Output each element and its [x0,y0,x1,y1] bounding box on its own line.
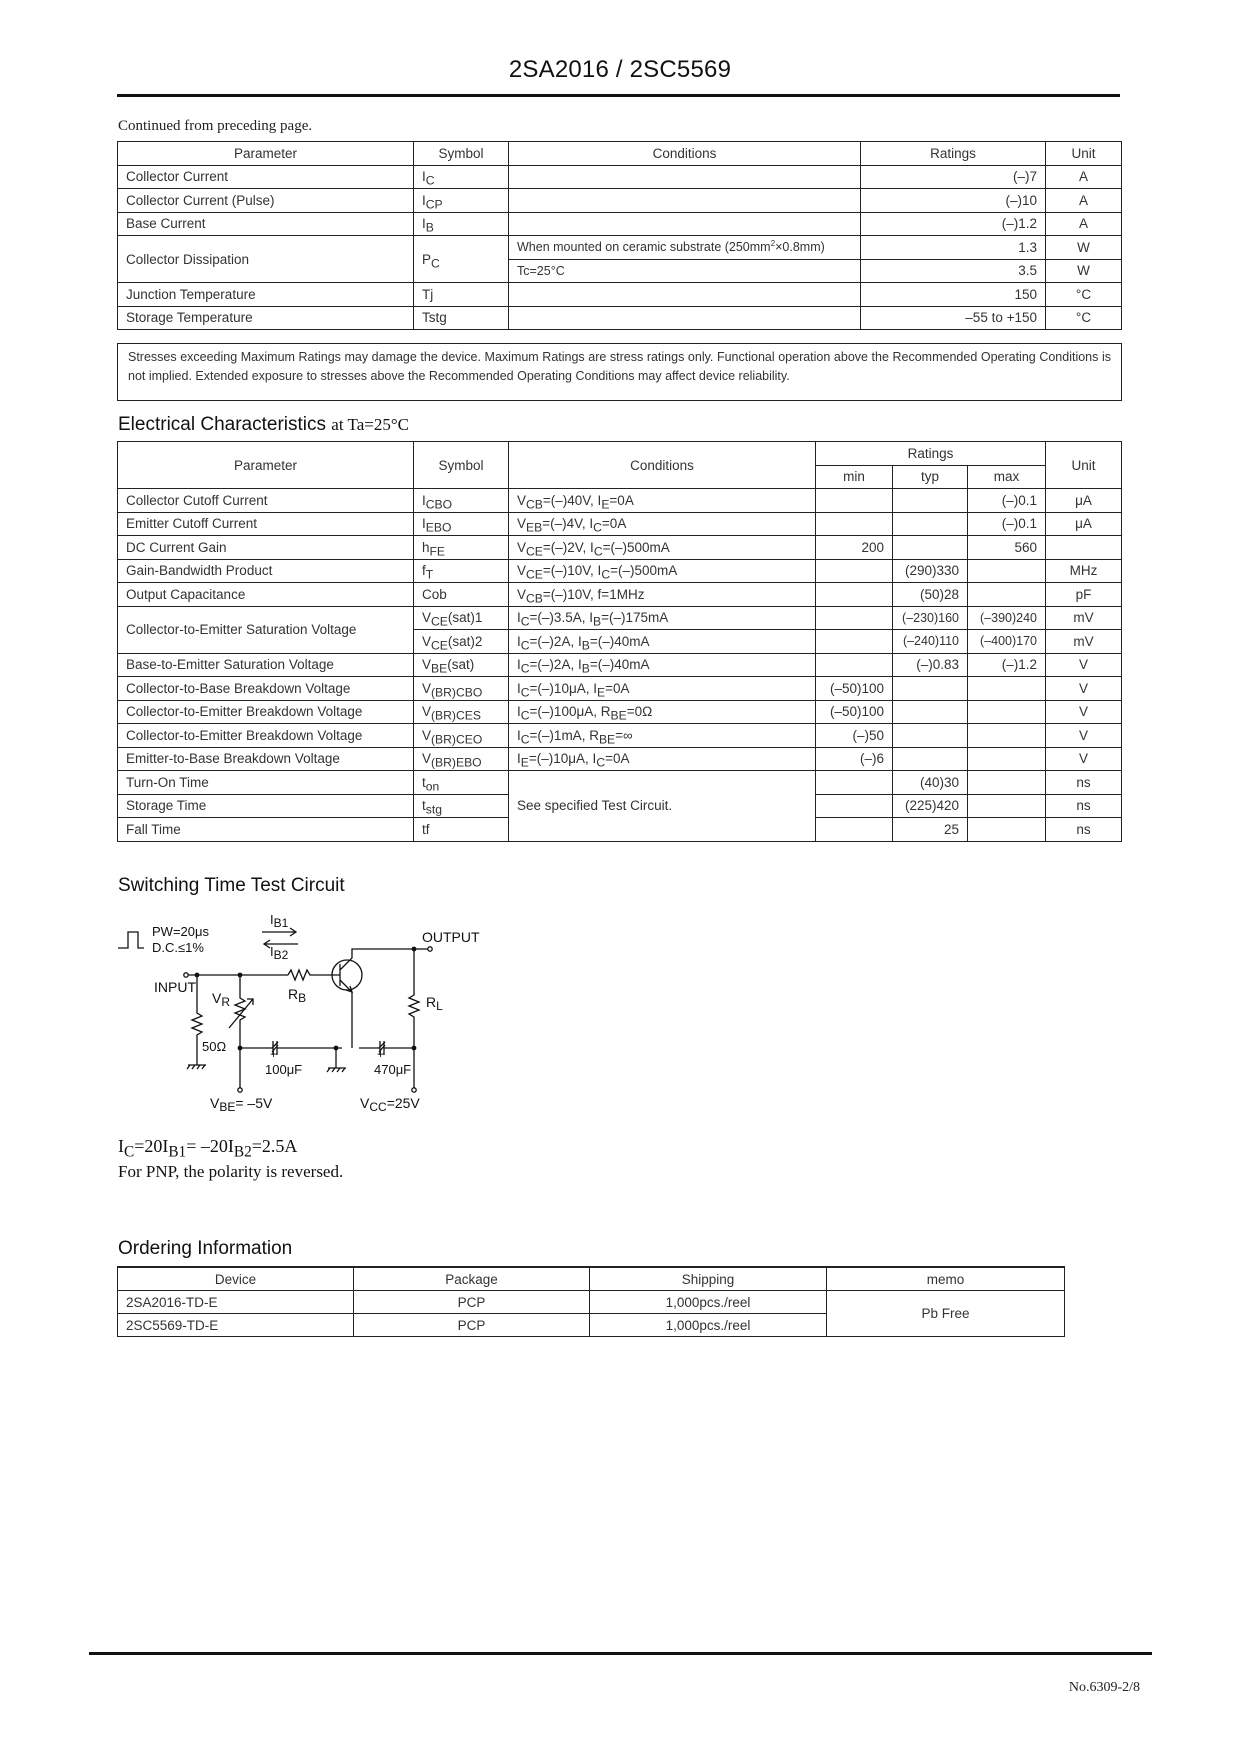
max-cell: (–)0.1 [968,489,1046,513]
vr-label: VR [212,990,231,1009]
ordering-table [117,1266,1065,1337]
conditions-cell: $V_{CB}=(-)10V$, f=1MHz [509,583,816,607]
conditions-cell [509,189,861,213]
duty-cycle-label: D.C.≤1% [152,940,204,955]
parameter-cell: Base-to-Emitter Saturation Voltage [118,653,414,677]
conditions-cell: $I_C=(-)1mA$, $R_{BE}=\infty$ [509,724,816,748]
typ-cell: (290)330 [893,559,968,583]
rating-cell: –55 to +150 [861,306,1046,330]
max-cell: (–390)240 [968,606,1046,630]
max-cell: (–)0.1 [968,512,1046,536]
parameter-cell: Fall Time [118,818,414,842]
min-cell [816,794,893,818]
table-row [118,536,1122,560]
symbol-cell: $V_{(BR)CEO}$ [414,724,509,748]
rl-label: RL [426,994,443,1013]
capacitor-100uf-label: 100μF [265,1062,303,1077]
typ-cell [893,512,968,536]
min-cell [816,653,893,677]
unit-cell: ns [1046,771,1122,795]
symbol-cell: $I_{CP}$ [414,189,509,213]
max-ratings-header-row [118,142,1122,166]
parameter-cell: Junction Temperature [118,283,414,307]
parameter-cell: Collector-to-Emitter Breakdown Voltage [118,724,414,748]
parameter-cell: Collector-to-Emitter Breakdown Voltage [118,700,414,724]
unit-cell: V [1046,747,1122,771]
unit-cell: ns [1046,794,1122,818]
col-header-device: Device [118,1267,354,1291]
min-cell: 200 [816,536,893,560]
package-cell: PCP [354,1291,590,1314]
unit-cell: μA [1046,489,1122,513]
unit-cell: V [1046,724,1122,748]
typ-cell: (–240)110 [893,630,968,654]
svg-text:+: + [377,1047,385,1061]
shipping-cell: 1,000pcs./reel [590,1291,827,1314]
unit-cell: A [1046,212,1122,236]
unit-cell: V [1046,653,1122,677]
symbol-cell: $P_C$ [414,236,509,283]
col-header-unit: Unit [1046,442,1122,489]
unit-cell: pF [1046,583,1122,607]
col-header-unit: Unit [1046,142,1122,166]
pulse-icon [118,932,144,948]
footer-rule [89,1652,1152,1655]
min-cell: (–)6 [816,747,893,771]
min-cell [816,630,893,654]
electrical-characteristics-table [117,441,1122,842]
symbol-cell: $I_B$ [414,212,509,236]
col-header-parameter: Parameter [118,142,414,166]
parameter-cell: Storage Time [118,794,414,818]
typ-cell [893,677,968,701]
unit-cell: V [1046,677,1122,701]
symbol-cell: $t_{stg}$ [414,794,509,818]
unit-cell: ns [1046,818,1122,842]
rating-cell: (–)1.2 [861,212,1046,236]
unit-cell: W [1046,236,1122,260]
vcc-label: VCC=25V [360,1095,420,1114]
parameter-cell: Collector Current (Pulse) [118,189,414,213]
unit-cell: MHz [1046,559,1122,583]
table-row [118,583,1122,607]
ordering-header-row [118,1267,1065,1291]
conditions-cell: $I_E=(-)10\mu A$, $I_C=0A$ [509,747,816,771]
table-row [118,283,1122,307]
parameter-cell: Output Capacitance [118,583,414,607]
conditions-cell: $I_C=(-)100\mu A$, $R_{BE}=0\Omega$ [509,700,816,724]
parameter-cell: Collector-to-Base Breakdown Voltage [118,677,414,701]
col-header-package: Package [354,1267,590,1291]
parameter-cell: Collector Cutoff Current [118,489,414,513]
rating-cell: 3.5 [861,259,1046,283]
conditions-cell: When mounted on ceramic substrate $(250mm^2\times 0.8mm)$ [509,236,861,260]
table-row [118,212,1122,236]
ordering-information-heading: Ordering Information [118,1238,293,1259]
package-cell: PCP [354,1314,590,1337]
pnp-polarity-note: For PNP, the polarity is reversed. [118,1162,344,1181]
typ-cell: 25 [893,818,968,842]
parameter-cell: Emitter-to-Base Breakdown Voltage [118,747,414,771]
min-cell: (–50)100 [816,700,893,724]
min-cell [816,771,893,795]
rating-cell: (–)7 [861,165,1046,189]
typ-cell [893,489,968,513]
typ-cell: (50)28 [893,583,968,607]
conditions-cell: $V_{CE}=(-)10V$, $I_C=(-)500mA$ [509,559,816,583]
table-row [118,306,1122,330]
symbol-cell: $h_{FE}$ [414,536,509,560]
conditions-cell: $V_{CB}=(-)40V$, $I_E=0A$ [509,489,816,513]
table-row [118,189,1122,213]
unit-cell: mV [1046,606,1122,630]
unit-cell [1046,536,1122,560]
typ-cell: (–)0.83 [893,653,968,677]
table-row [118,559,1122,583]
rb-resistor-icon [288,970,333,980]
min-cell [816,818,893,842]
conditions-cell: $I_C=(-)10\mu A$, $I_E=0A$ [509,677,816,701]
symbol-cell: $t_{on}$ [414,771,509,795]
vr-variable-resistor-icon [235,975,245,1048]
conditions-cell: $V_{EB}=(-)4V$, $I_C=0A$ [509,512,816,536]
table-row [118,653,1122,677]
col-header-parameter: Parameter [118,442,414,489]
conditions-cell: $I_C=(-)3.5A$, $I_B=(-)175mA$ [509,606,816,630]
unit-cell: A [1046,165,1122,189]
symbol-cell: Cob [414,583,509,607]
col-header-shipping: Shipping [590,1267,827,1291]
col-header-conditions: Conditions [509,442,816,489]
stress-notice: Stresses exceeding Maximum Ratings may damage the device. Maximum Ratings are stress ratings only. Functional operation above the Recommended Operating Conditions is not implied. Extended exposure to stresses above the Recommended Operating Conditions may affect device reliability. [117,343,1122,401]
symbol-cell: $V_{(BR)CES}$ [414,700,509,724]
min-cell [816,583,893,607]
max-cell [968,747,1046,771]
symbol-cell: $f_T$ [414,559,509,583]
conditions-cell: $I_C=(-)2A$, $I_B=(-)40mA$ [509,653,816,677]
symbol-cell: Tstg [414,306,509,330]
unit-cell: A [1046,189,1122,213]
typ-cell: (225)420 [893,794,968,818]
symbol-cell: $I_{EBO}$ [414,512,509,536]
min-cell [816,489,893,513]
conditions-cell [509,306,861,330]
typ-cell [893,724,968,748]
min-cell [816,559,893,583]
col-header-ratings: Ratings [816,442,1046,466]
unit-cell: °C [1046,306,1122,330]
max-ratings-table [117,141,1122,330]
min-cell: (–)50 [816,724,893,748]
symbol-cell: $V_{(BR)EBO}$ [414,747,509,771]
col-header-symbol: Symbol [414,442,509,489]
table-row [118,771,1122,795]
rl-resistor-icon [409,949,419,1048]
device-cell: 2SC5569-TD-E [118,1314,354,1337]
conditions-cell: $V_{CE}=(-)2V$, $I_C=(-)500mA$ [509,536,816,560]
typ-cell: (40)30 [893,771,968,795]
symbol-cell: $V_{(BR)CBO}$ [414,677,509,701]
device-cell: 2SA2016-TD-E [118,1291,354,1314]
typ-cell [893,747,968,771]
switching-circuit-heading: Switching Time Test Circuit [118,875,345,896]
memo-cell: Pb Free [827,1291,1065,1337]
col-header-typ: typ [893,465,968,489]
ib2-label: IB2 [270,944,289,962]
conditions-cell [509,212,861,236]
ib1-label: IB1 [270,912,289,930]
header-rule [117,94,1120,97]
max-cell [968,700,1046,724]
ground-icon [327,1068,346,1072]
symbol-cell: $V_{BE}(sat)$ [414,653,509,677]
col-header-min: min [816,465,893,489]
pulse-width-label: PW=20μs [152,924,209,939]
conditions-cell: $I_C=(-)2A$, $I_B=(-)40mA$ [509,630,816,654]
unit-cell: W [1046,259,1122,283]
elec-header-row-1 [118,442,1122,466]
symbol-cell: $V_{CE}(sat)2$ [414,630,509,654]
symbol-cell: $I_{CBO}$ [414,489,509,513]
table-row [118,165,1122,189]
parameter-cell: Storage Temperature [118,306,414,330]
col-header-conditions: Conditions [509,142,861,166]
symbol-cell: $I_C$ [414,165,509,189]
col-header-memo: memo [827,1267,1065,1291]
col-header-symbol: Symbol [414,142,509,166]
table-row [118,677,1122,701]
ground-icon [187,1065,206,1069]
table-row [118,1291,1065,1314]
col-header-max: max [968,465,1046,489]
50-ohm-label: 50Ω [202,1039,227,1054]
max-cell [968,794,1046,818]
table-row [118,512,1122,536]
max-cell [968,724,1046,748]
rating-cell: (–)10 [861,189,1046,213]
typ-cell [893,536,968,560]
table-row [118,489,1122,513]
typ-cell [893,700,968,724]
continued-note: Continued from preceding page. [118,118,313,134]
output-label: OUTPUT [422,929,480,945]
svg-text:+: + [270,1047,278,1061]
page-number: No.6309-2/8 [1068,1680,1140,1695]
max-cell [968,771,1046,795]
table-row [118,606,1122,630]
symbol-cell: $V_{CE}(sat)1$ [414,606,509,630]
min-cell: (–50)100 [816,677,893,701]
unit-cell: V [1046,700,1122,724]
max-cell [968,818,1046,842]
table-row [118,724,1122,748]
max-cell: 560 [968,536,1046,560]
parameter-cell: Turn-On Time [118,771,414,795]
input-label: INPUT [154,979,196,995]
switching-test-circuit-diagram [110,900,510,1130]
typ-cell: (–230)160 [893,606,968,630]
max-cell: (–400)170 [968,630,1046,654]
table-row [118,700,1122,724]
rb-label: RB [288,986,307,1005]
electrical-characteristics-heading [118,414,409,436]
rating-cell: 1.3 [861,236,1046,260]
symbol-cell: tf [414,818,509,842]
symbol-cell: Tj [414,283,509,307]
current-formula: $I_C=20I_{B1}= -20I_{B2}=2.5A$ [118,1136,298,1161]
parameter-cell: Base Current [118,212,414,236]
conditions-cell: Tc=25°C [509,259,861,283]
table-row [118,236,1122,260]
table-row [118,747,1122,771]
conditions-cell [509,283,861,307]
unit-cell: mV [1046,630,1122,654]
parameter-cell: Collector Dissipation [118,236,414,283]
min-cell [816,606,893,630]
conditions-cell [509,165,861,189]
max-cell [968,583,1046,607]
max-cell [968,559,1046,583]
shipping-cell: 1,000pcs./reel [590,1314,827,1337]
heading-text: Electrical Characteristics [118,414,326,435]
unit-cell: μA [1046,512,1122,536]
heading-suffix: at Ta=25°C [331,415,409,434]
parameter-cell: Gain-Bandwidth Product [118,559,414,583]
rating-cell: 150 [861,283,1046,307]
min-cell [816,512,893,536]
parameter-cell: Collector Current [118,165,414,189]
vbe-label: VBE= –5V [210,1095,273,1114]
conditions-cell: See specified Test Circuit. [509,771,816,842]
col-header-ratings: Ratings [861,142,1046,166]
capacitor-470uf-label: 470μF [374,1062,412,1077]
document-title: 2SA2016 / 2SC5569 [508,56,732,83]
parameter-cell: Collector-to-Emitter Saturation Voltage [118,606,414,653]
parameter-cell: Emitter Cutoff Current [118,512,414,536]
parameter-cell: DC Current Gain [118,536,414,560]
max-cell: (–)1.2 [968,653,1046,677]
max-cell [968,677,1046,701]
unit-cell: °C [1046,283,1122,307]
